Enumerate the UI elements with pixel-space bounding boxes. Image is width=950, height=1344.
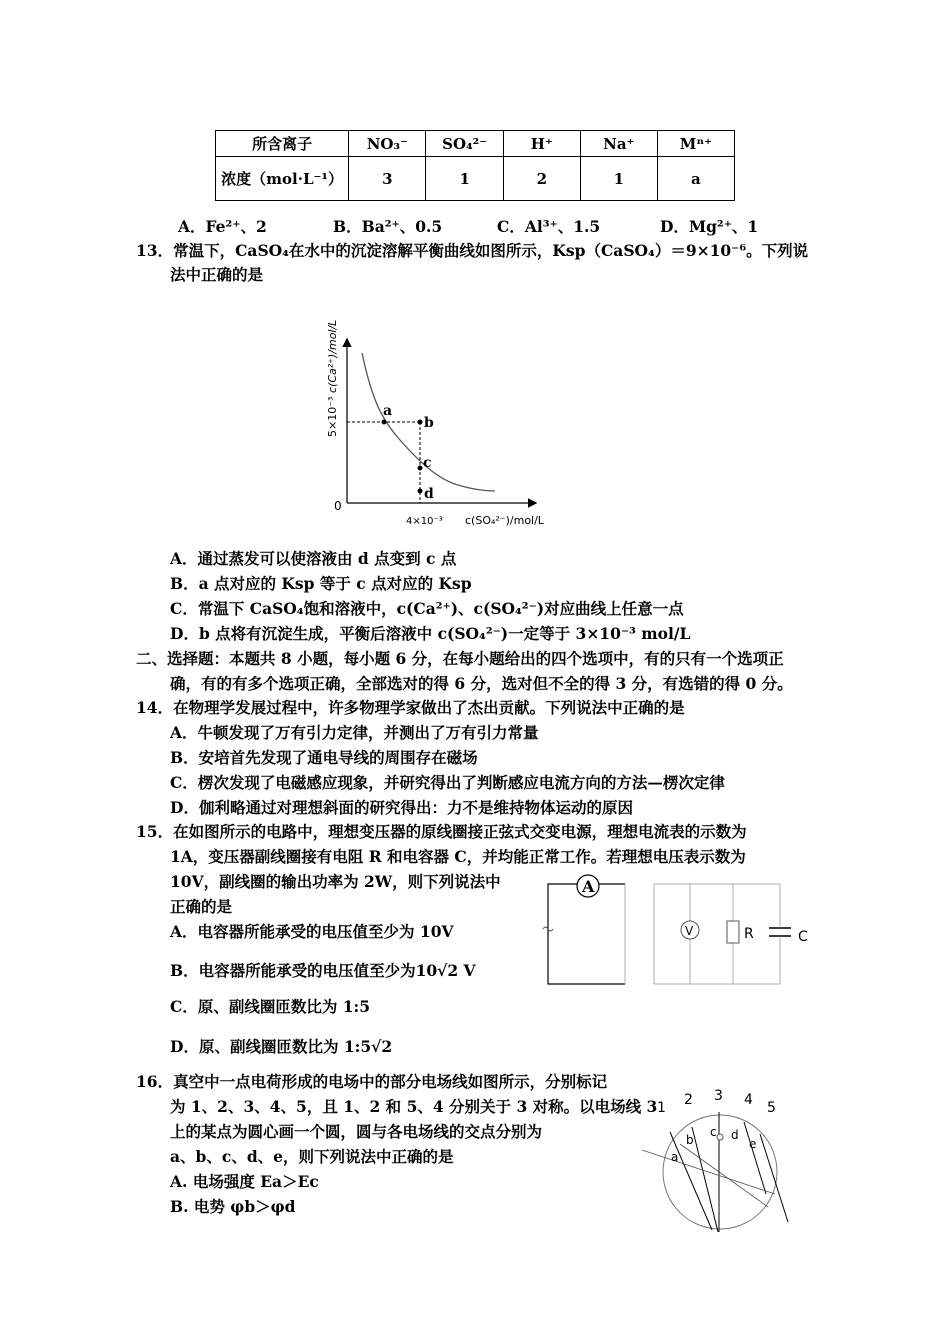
line-number-5: 5 <box>767 1100 776 1116</box>
q15-stem-line4: 正确的是 <box>170 897 233 916</box>
q16-stem-line2: 为 1、2、3、4、5，且 1、2 和 5、4 分别关于 3 对称。以电场线 3 <box>170 1097 658 1116</box>
circle <box>663 1115 777 1229</box>
point-a-label: a <box>671 1150 679 1164</box>
center-mark <box>717 1134 723 1140</box>
section2-heading-line2: 确，有的有多个选项正确，全部选对的得 6 分，选对但不全的得 3 分，有选错的得 0 分。 <box>170 674 793 693</box>
table-cell: 浓度（mol·L⁻¹） <box>216 157 349 201</box>
q15-stem-line1: 15．在如图所示的电路中，理想变压器的原线圈接正弦式交变电源，理想电流表的示数为 <box>136 822 747 841</box>
q13-option-c: C．常温下 CaSO₄饱和溶液中，c(Ca²⁺)、c(SO₄²⁻)对应曲线上任意一点 <box>170 599 684 618</box>
q13-stem-line1: 13．常温下，CaSO₄在水中的沉淀溶解平衡曲线如图所示，Ksp（CaSO₄）＝9×10⁻⁶。下列说 <box>136 241 809 260</box>
resistor-label: R <box>744 926 754 942</box>
table-row <box>216 157 735 201</box>
q16-field-line-figure <box>640 1082 810 1242</box>
q16-stem-line1: 16．真空中一点电荷形成的电场中的部分电场线如图所示，分别标记 <box>136 1072 608 1091</box>
table-cell: 1 <box>580 157 657 201</box>
point-b-label: b <box>686 1133 694 1147</box>
q15-option-b: B．电容器所能承受的电压值至少为10√2 V <box>170 961 476 980</box>
q15-stem-line2: 1A，变压器副线圈接有电阻 R 和电容器 C，并均能正常工作。若理想电压表示数为 <box>170 847 746 866</box>
point-a <box>382 420 387 425</box>
secondary-circuit <box>654 884 780 984</box>
label-c: c <box>423 455 432 471</box>
label-a: a <box>383 403 393 419</box>
label-b: b <box>424 415 434 431</box>
field-line-4 <box>744 1122 766 1194</box>
table-row <box>216 131 735 157</box>
q13-solubility-graph <box>310 305 550 535</box>
q15-stem-line3: 10V，副线圈的输出功率为 2W，则下列说法中 <box>170 872 501 891</box>
label-d: d <box>424 486 434 502</box>
point-b <box>418 420 423 425</box>
line-number-4: 4 <box>744 1092 753 1108</box>
voltmeter-label: V <box>685 924 694 938</box>
capacitor-label: C <box>798 929 808 945</box>
field-line-2 <box>692 1127 718 1232</box>
table-cell: 3 <box>349 157 426 201</box>
table-cell: Na⁺ <box>580 131 657 157</box>
table-cell: H⁺ <box>503 131 580 157</box>
primary-circuit <box>548 884 625 984</box>
ion-table <box>215 130 735 201</box>
q15-option-d: D．原、副线圈匝数比为 1:5√2 <box>170 1037 393 1056</box>
point-d-label: d <box>731 1128 739 1142</box>
y-tick-label: 5×10⁻³ <box>326 396 339 437</box>
q12-option-d: D．Mg²⁺、1 <box>660 217 759 236</box>
table-cell: 1 <box>426 157 503 201</box>
q14-option-c: C．楞次发现了电磁感应现象，并研究得出了判断感应电流方向的方法—楞次定律 <box>170 773 725 792</box>
table-cell: 所含离子 <box>216 131 349 157</box>
q16-stem-line3: 上的某点为圆心画一个圆，圆与各电场线的交点分别为 <box>170 1122 543 1141</box>
point-e-label: e <box>749 1137 757 1151</box>
line-number-2: 2 <box>684 1092 693 1108</box>
x-tick-label: 4×10⁻³ <box>406 516 443 527</box>
q13-option-b: B．a 点对应的 Ksp 等于 c 点对应的 Ksp <box>170 574 472 593</box>
ray-line <box>680 1144 768 1207</box>
ammeter-label: A <box>582 877 595 896</box>
x-axis-label: c(SO₄²⁻)/mol/L <box>465 514 544 527</box>
q14-option-d: D．伽利略通过对理想斜面的研究得出：力不是维持物体运动的原因 <box>170 798 633 817</box>
q15-option-c: C．原、副线圈匝数比为 1:5 <box>170 997 371 1016</box>
q14-option-a: A．牛顿发现了万有引力定律，并测出了万有引力常量 <box>170 723 539 742</box>
y-axis-label: c(Ca²⁺)/mol/L <box>326 319 339 393</box>
q14-stem: 14．在物理学发展过程中，许多物理学家做出了杰出贡献。下列说法中正确的是 <box>136 698 685 717</box>
section2-heading-line1: 二、选择题：本题共 8 小题，每小题 6 分，在每小题给出的四个选项中，有的只有一个选项正 <box>136 649 784 668</box>
q12-option-c: C．Al³⁺、1.5 <box>497 217 601 236</box>
q12-option-b: B．Ba²⁺、0.5 <box>333 217 443 236</box>
point-c-label: c <box>710 1125 717 1139</box>
q15-circuit-diagram <box>540 872 830 992</box>
origin-label: 0 <box>334 499 342 513</box>
table-cell: SO₄²⁻ <box>426 131 503 157</box>
line-number-3: 3 <box>714 1088 723 1104</box>
table-cell: a <box>657 157 734 201</box>
q13-stem-line2: 法中正确的是 <box>170 265 264 284</box>
q13-option-a: A．通过蒸发可以使溶液由 d 点变到 c 点 <box>170 549 457 568</box>
q16-stem-line4: a、b、c、d、e，则下列说法中正确的是 <box>170 1147 454 1166</box>
q12-option-a: A．Fe²⁺、2 <box>178 217 267 236</box>
q16-option-b: B. 电势 φb＞φd <box>170 1197 296 1216</box>
q13-option-d: D．b 点将有沉淀生成，平衡后溶液中 c(SO₄²⁻)一定等于 3×10⁻³ mol/L <box>170 624 691 643</box>
line-number-1: 1 <box>657 1100 666 1116</box>
field-line-5 <box>760 1134 788 1222</box>
point-c <box>418 466 423 471</box>
table-cell: 2 <box>503 157 580 201</box>
resistor-icon <box>727 921 739 943</box>
table-cell: NO₃⁻ <box>349 131 426 157</box>
q16-option-a: A. 电场强度 Ea＞Ec <box>170 1172 319 1191</box>
q15-option-a: A．电容器所能承受的电压值至少为 10V <box>170 922 454 941</box>
point-d <box>418 489 423 494</box>
table-cell: Mⁿ⁺ <box>657 131 734 157</box>
q14-option-b: B．安培首先发现了通电导线的周围存在磁场 <box>170 748 478 767</box>
